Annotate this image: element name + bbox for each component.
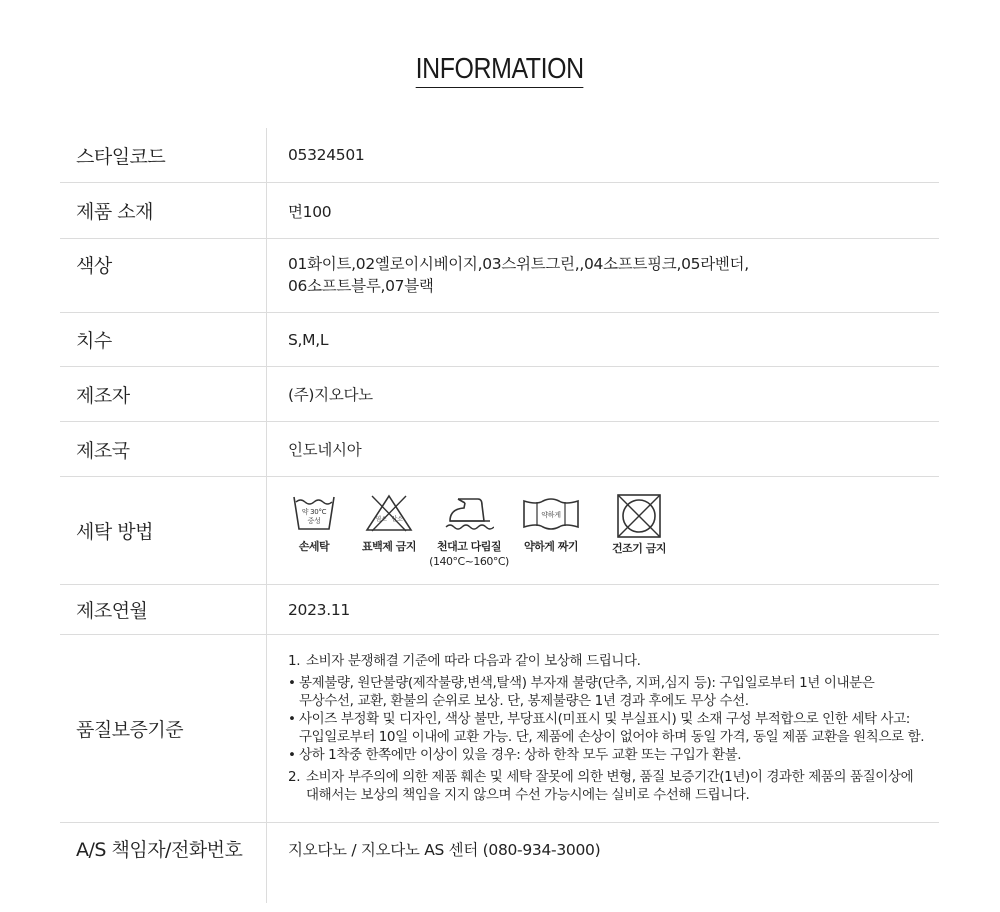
no-tumble-dry-icon [616,493,662,539]
no-tumble-dry-caption: 건조기 금지 [612,541,666,555]
row-material [60,183,939,239]
quality-text-2-line-2: 무상수선, 교환, 환불의 순위로 보상. 단, 봉제불량은 1년 경과 후에도 무상 수선. [299,693,749,709]
quality-item-1 [288,652,924,670]
gentle-wring-icon [521,493,581,533]
value-style-code: 05324501 [288,146,365,164]
wash-item-no-bleach [359,493,419,554]
value-country: 인도네시아 [288,441,362,459]
wash-item-gentle-wring [521,493,581,554]
label-date: 제조연월 [60,585,267,634]
quality-marker-4: • [288,747,296,763]
row-country [60,422,939,477]
value-size: S,M,L [288,330,329,349]
quality-text-5-line-1: 소비자 부주의에 의한 제품 훼손 및 세탁 잘못에 의한 변형, 품질 보증기간(1년)이 경과한 제품의 품질이상에 [306,769,914,785]
value-washing [267,477,939,584]
info-table [60,128,939,903]
color-line-2: 06소프트블루,07블랙 [288,277,434,295]
color-line-1: 01화이트,02옐로이시베이지,03스위트그린,,04소프트핑크,05라벤더, [288,255,749,273]
quality-text-5-line-2: 대해서는 보상의 책임을 지지 않으며 수선 가능시에는 실비로 수선해 드립니다. [306,787,750,803]
value-quality [267,635,939,822]
gentle-wring-caption: 약하게 짜기 [524,539,578,553]
row-date [60,585,939,635]
quality-text-1: 소비자 분쟁해결 기준에 따라 다음과 같이 보상해 드립니다. [306,653,641,669]
row-size [60,313,939,367]
label-maker: 제조자 [60,367,267,421]
quality-marker-3: • [288,711,296,727]
label-country: 제조국 [60,422,267,476]
quality-text [288,652,924,804]
value-material: 면100 [288,202,332,221]
quality-text-4: 상하 1착중 한쪽에만 이상이 있을 경우: 상하 한착 모두 교환 또는 구입가 환불. [299,747,742,763]
label-quality: 품질보증기준 [60,635,267,822]
quality-text-3-line-2: 구입일로부터 10일 이내에 교환 가능. 단, 제품에 손상이 없어야 하며 동일 가격, 동일 제품 교환을 원칙으로 함. [299,729,925,745]
label-material: 제품 소재 [60,183,267,238]
label-size: 치수 [60,313,267,366]
quality-text-3 [299,710,924,746]
no-bleach-caption: 표백제 금지 [362,539,416,553]
hand-wash-detergent: 중성 [307,516,321,525]
quality-marker-5: 2. [288,769,301,785]
row-washing [60,477,939,585]
wash-item-hand-wash [291,493,337,554]
no-bleach-oxygen: 산소 [391,515,403,523]
hand-wash-temp: 약 30°C [301,507,327,516]
quality-text-2-line-1: 봉제불량, 원단불량(제작불량,변색,탈색) 부자재 불량(단추, 지퍼,심지 등): 구입일로부터 1년 이내분은 [299,675,875,691]
quality-marker-2: • [288,675,296,691]
label-style-code: 스타일코드 [60,128,267,182]
label-color: 색상 [60,239,267,312]
value-maker: (주)지오다노 [288,386,373,404]
iron-caption-main: 천대고 다림질 [436,539,502,553]
iron-caption-temp: (140°C~160°C) [429,554,509,568]
value-as: 지오다노 / 지오다노 AS 센터 (080-934-3000) [288,841,601,859]
iron-caption [429,539,509,569]
row-quality [60,635,939,823]
quality-text-2 [299,674,924,710]
quality-item-4 [288,746,924,764]
value-date: 2023.11 [288,600,350,619]
washing-icons [291,493,669,569]
quality-item-2 [288,674,924,710]
row-as [60,823,939,903]
row-style-code [60,128,939,183]
row-maker [60,367,939,422]
no-bleach-chlorine: 염소 [375,515,387,523]
quality-marker-1: 1. [288,653,301,669]
wash-item-iron [431,493,507,569]
label-washing: 세탁 방법 [60,477,267,584]
hand-wash-caption: 손세탁 [298,539,330,553]
page-title: INFORMATION [416,52,584,88]
iron-icon [444,493,494,533]
wash-item-no-tumble-dry [609,493,669,556]
label-as: A/S 책임자/전화번호 [60,823,267,903]
title-wrap [0,52,1000,88]
quality-text-3-line-1: 사이즈 부정확 및 디자인, 색상 불만, 부당표시(미표시 및 부실표시) 및 소재 구성 부적합으로 인한 세탁 사고: [299,711,910,727]
gentle-wring-text: 약하게 [541,510,561,519]
row-color [60,239,939,313]
hand-wash-30-icon [292,493,336,533]
no-bleach-icon [364,493,414,533]
quality-item-3 [288,710,924,746]
value-color [267,239,939,312]
quality-item-5 [288,768,924,804]
quality-text-5 [306,768,924,804]
